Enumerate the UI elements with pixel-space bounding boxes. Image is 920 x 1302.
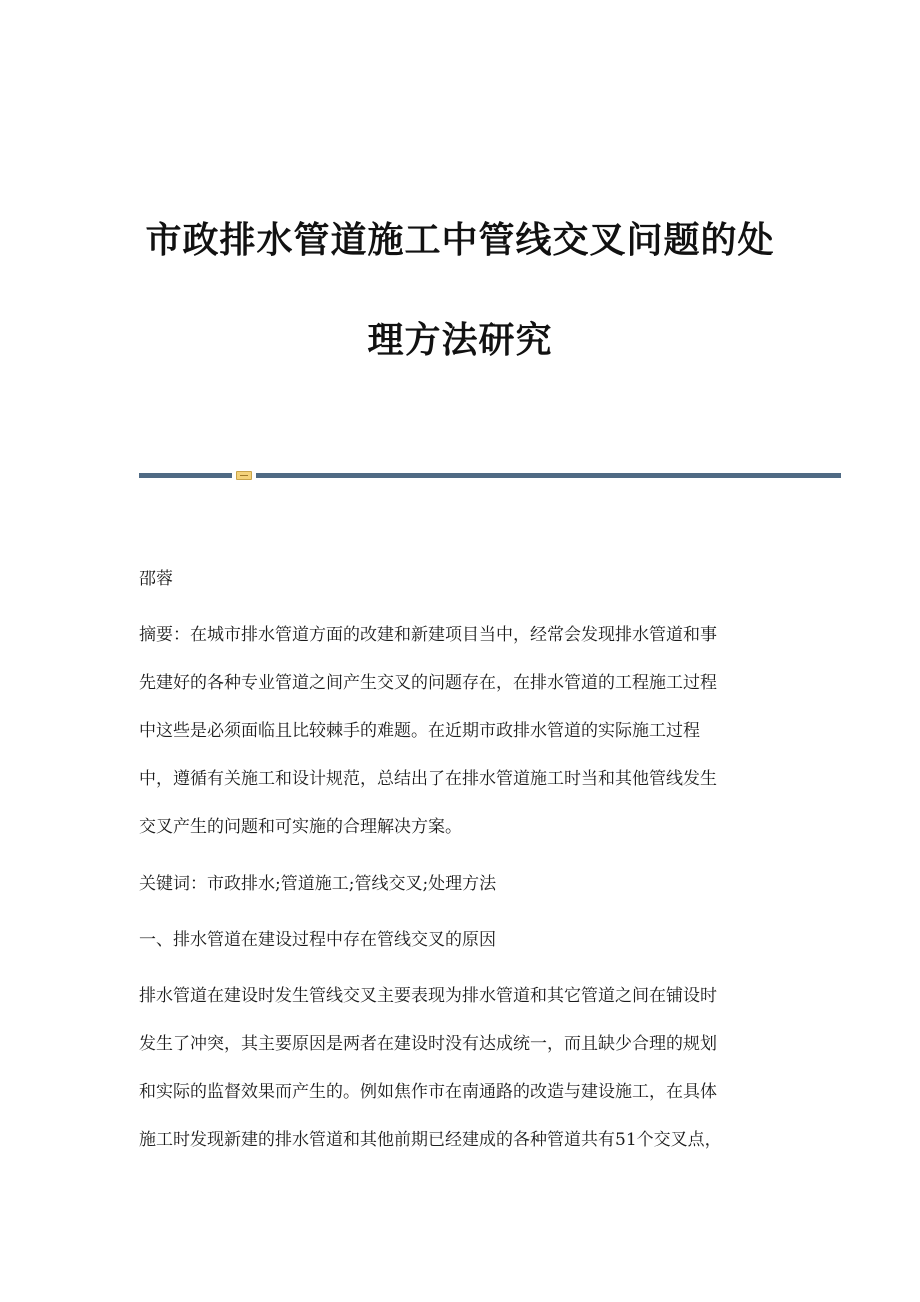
abstract-line-5: 交叉产生的问题和可实施的合理解决方案。 (139, 817, 462, 837)
body-line-2: 发生了冲突，其主要原因是两者在建设时没有达成统一，而且缺少合理的规划 (139, 1034, 717, 1054)
title-divider (139, 471, 841, 480)
body-line-3: 和实际的监督效果而产生的。例如焦作市在南通路的改造与建设施工，在具体 (139, 1082, 717, 1102)
abstract-line-2: 先建好的各种专业管道之间产生交叉的问题存在，在排水管道的工程施工过程 (139, 673, 717, 693)
abstract-line-3: 中这些是必须面临且比较棘手的难题。在近期市政排水管道的实际施工过程 (139, 721, 700, 741)
abstract-line-1: 摘要：在城市排水管道方面的改建和新建项目当中，经常会发现排水管道和事 (139, 625, 717, 645)
document-title-line-1: 市政排水管道施工中管线交叉问题的处 (145, 219, 775, 261)
divider-bar-right (256, 473, 841, 478)
divider-bar-left (139, 473, 232, 478)
keywords: 关键词：市政排水;管道施工;管线交叉;处理方法 (139, 874, 497, 894)
body-line-4: 施工时发现新建的排水管道和其他前期已经建成的各种管道共有51个交叉点， (139, 1130, 722, 1150)
document-title-line-2: 理方法研究 (367, 319, 553, 361)
divider-ornament-icon (236, 471, 252, 480)
body-line-1: 排水管道在建设时发生管线交叉主要表现为排水管道和其它管道之间在铺设时 (139, 986, 717, 1006)
author-name: 邵蓉 (139, 569, 173, 589)
abstract-line-4: 中，遵循有关施工和设计规范，总结出了在排水管道施工时当和其他管线发生 (139, 769, 717, 789)
section-heading: 一、排水管道在建设过程中存在管线交叉的原因 (139, 930, 496, 950)
